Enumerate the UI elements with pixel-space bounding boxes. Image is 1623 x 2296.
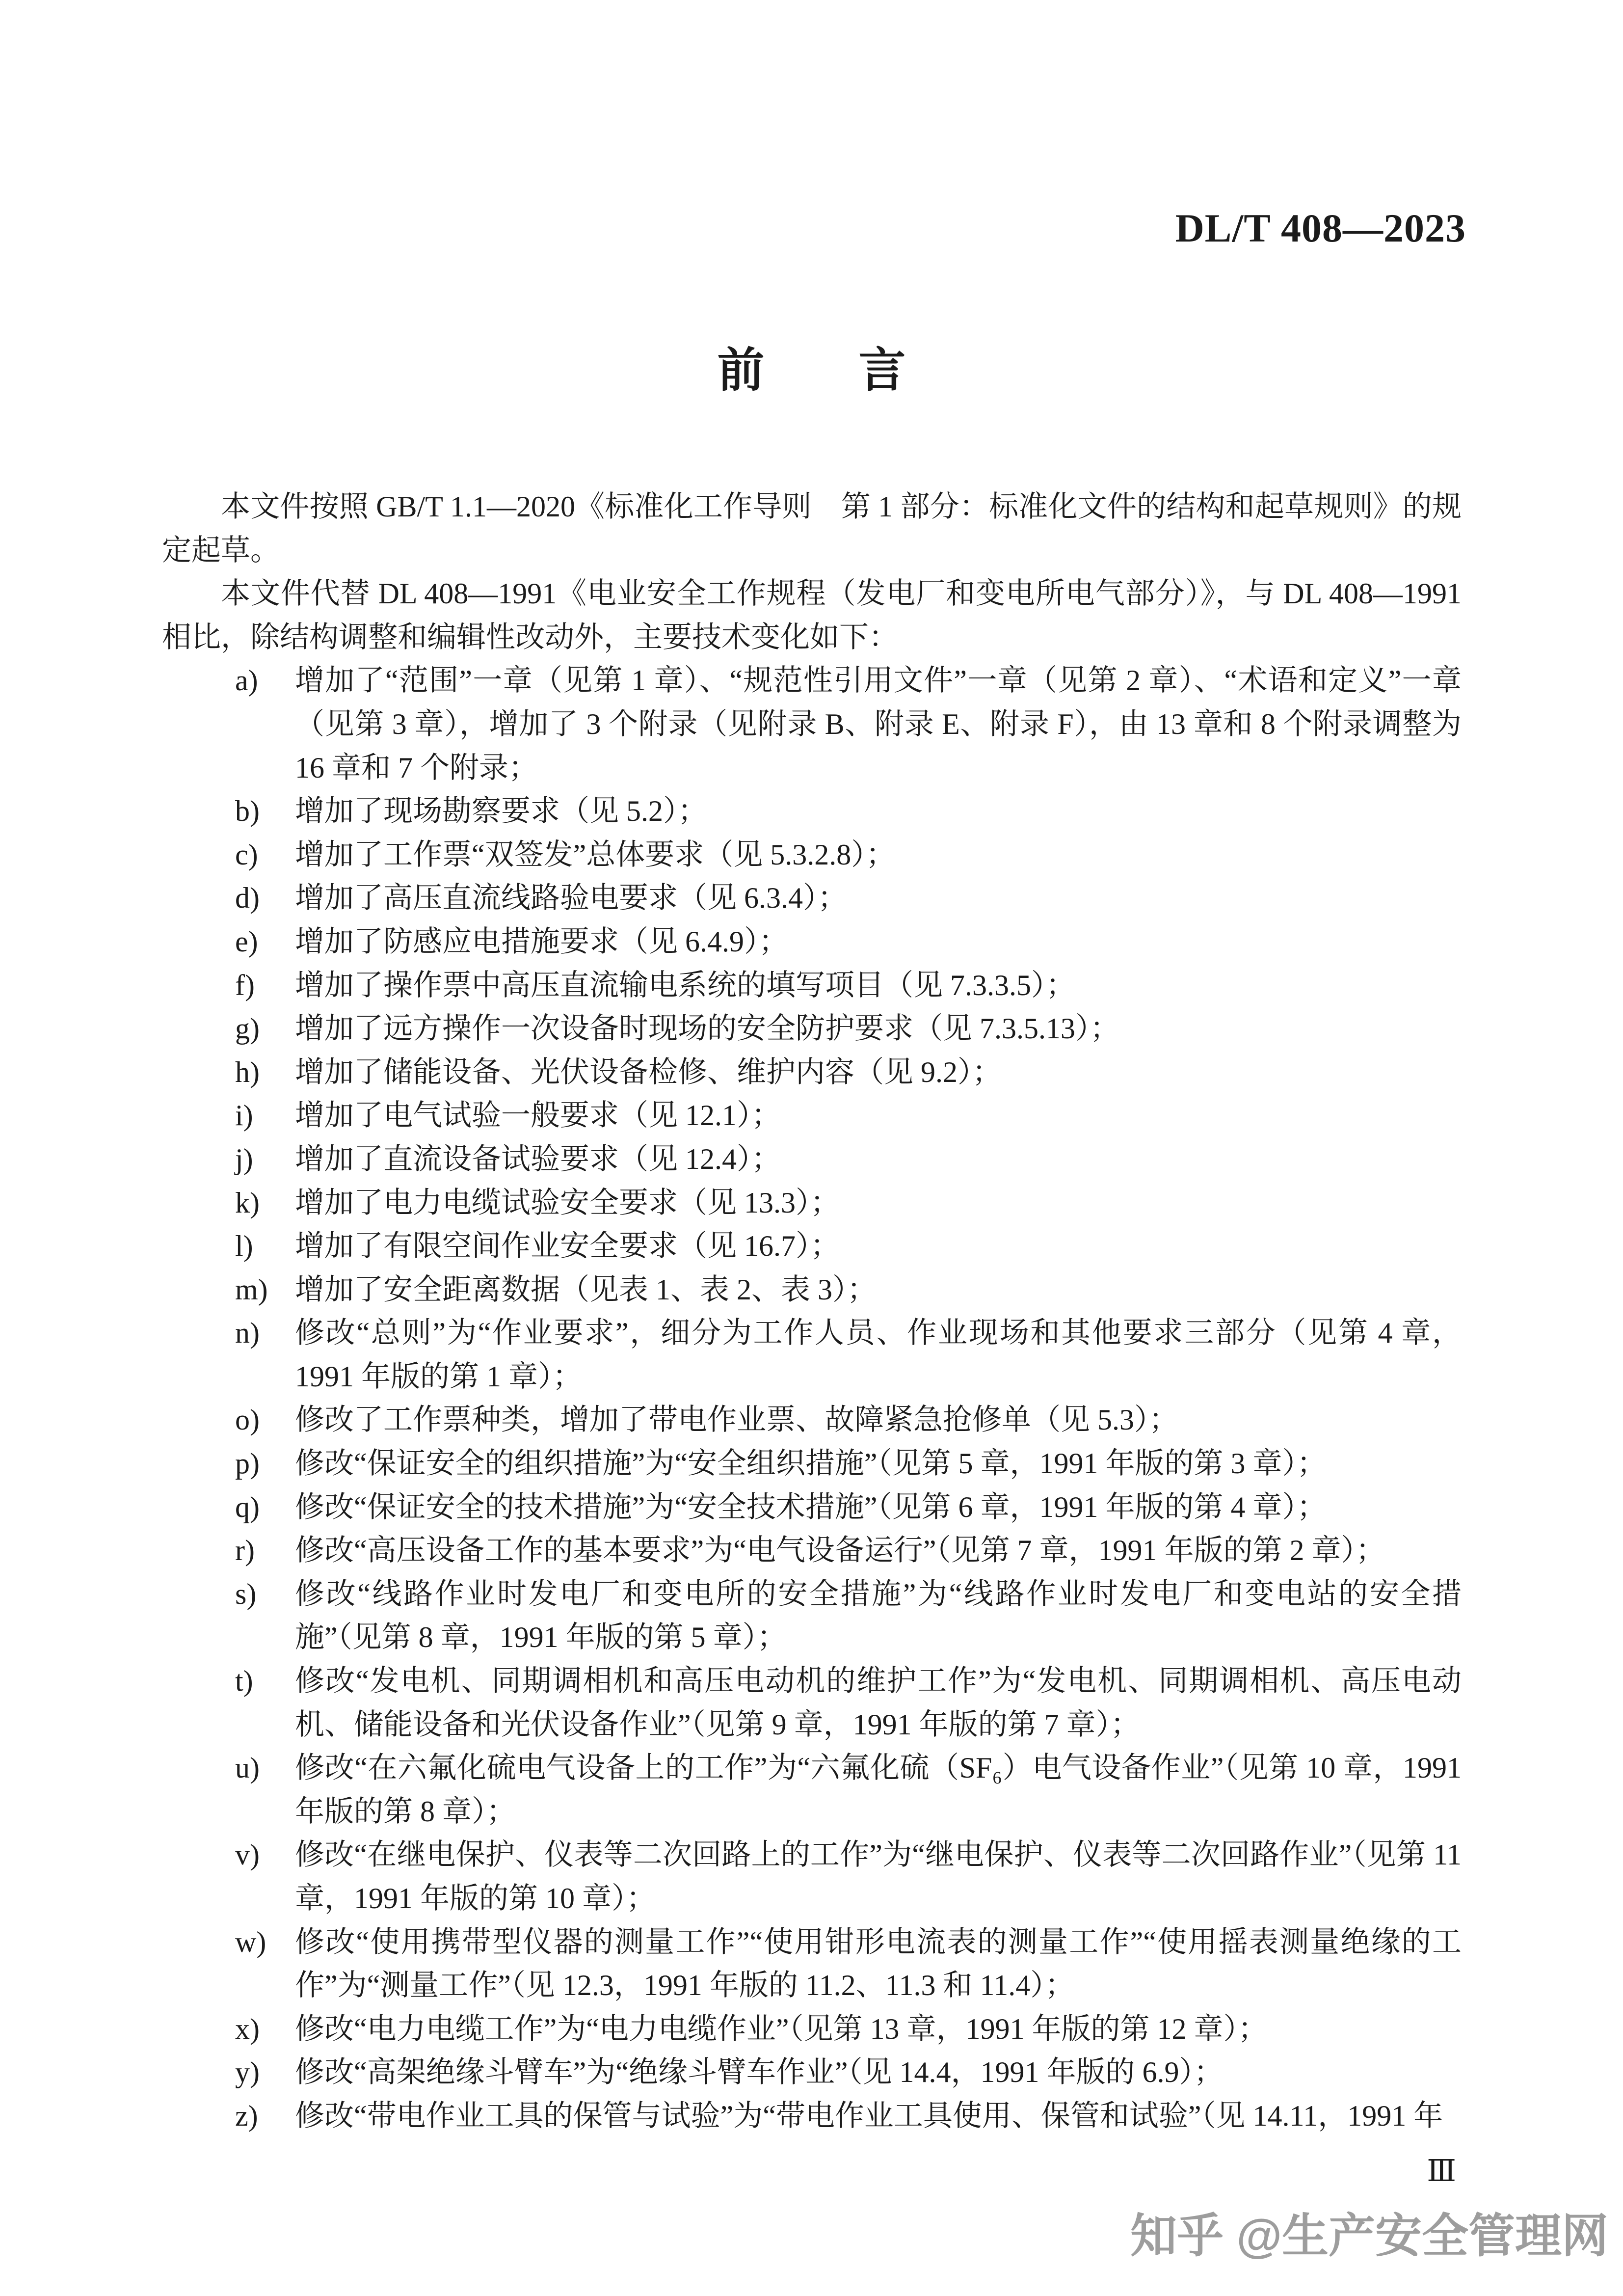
item-label: d): [235, 882, 260, 915]
page-number: Ⅲ: [1427, 2155, 1456, 2188]
item-text: 修改“保证安全的技术措施”为“安全技术措施”（见第 6 章，1991 年版的第 4 章）；: [295, 1490, 1327, 1523]
change-item-j: [162, 1137, 1462, 1181]
item-label: j): [235, 1142, 253, 1175]
change-item-b: [162, 789, 1462, 833]
item-text: 增加了电力电缆试验安全要求（见 13.3）；: [295, 1186, 840, 1219]
page-title: 前 言: [717, 344, 906, 397]
item-text: 增加了安全距离数据（见表 1、表 2、表 3）；: [295, 1273, 877, 1306]
item-text: 修改“带电作业工具的保管与试验”为“带电作业工具使用、保管和试验”（见 14.11，1991 年: [295, 2099, 1443, 2132]
item-label: a): [235, 664, 258, 697]
item-text: 修改“电力电缆工作”为“电力电缆作业”（见第 13 章，1991 年版的第 12 章）；: [295, 2012, 1268, 2045]
watermark: 知乎 @生产安全管理网: [1130, 2210, 1608, 2262]
item-label: m): [235, 1273, 268, 1306]
item-text: 增加了防感应电措施要求（见 6.4.9）；: [295, 925, 788, 958]
item-label: z): [235, 2099, 258, 2132]
item-text: 修改“高压设备工作的基本要求”为“电气设备运行”（见第 7 章，1991 年版的第 2 章）；: [295, 1534, 1385, 1567]
item-text: 修改“在继电保护、仪表等二次回路上的工作”为“继电保护、仪表等二次回路作业”（见第 11 章，1991 年版的第 10 章）；: [295, 1838, 1462, 1915]
item-label: i): [235, 1099, 253, 1132]
change-item-u: [162, 1746, 1462, 1833]
item-label: f): [235, 969, 255, 1001]
item-text: 修改“在六氟化硫电气设备上的工作”为“六氟化硫（SF₆）电气设备作业”（见第 10 章，1991 年版的第 8 章）；: [295, 1752, 1462, 1828]
intro-paragraph-1: 本文件按照 GB/T 1.1—2020《标准化工作导则 第 1 部分：标准化文件的结构和起草规则》的规定起草。: [162, 490, 1462, 567]
change-item-z: [162, 2094, 1462, 2138]
change-item-c: [162, 833, 1462, 877]
item-text: 修改“使用携带型仪器的测量工作”“使用钳形电流表的测量工作”“使用摇表测量绝缘的工作”为“测量工作”（见 12.3，1991 年版的 11.2、11.3 和 11.4）；: [295, 1925, 1462, 2002]
item-text: 增加了工作票“双签发”总体要求（见 5.3.2.8）；: [295, 838, 896, 871]
change-item-i: [162, 1094, 1462, 1137]
item-label: y): [235, 2056, 260, 2089]
change-item-m: [162, 1268, 1462, 1312]
item-text: 修改“高架绝缘斗臂车”为“绝缘斗臂车作业”（见 14.4，1991 年版的 6.9）；: [295, 2056, 1224, 2089]
item-label: w): [235, 1925, 266, 1958]
item-label: n): [235, 1317, 260, 1350]
change-item-p: [162, 1442, 1462, 1486]
item-text: 增加了高压直流线路验电要求（见 6.3.4）；: [295, 882, 847, 915]
change-item-x: [162, 2007, 1462, 2051]
change-item-w: [162, 1920, 1462, 2007]
item-label: o): [235, 1404, 260, 1436]
item-text: 修改“保证安全的组织措施”为“安全组织措施”（见第 5 章，1991 年版的第 3 章）；: [295, 1447, 1327, 1480]
change-item-r: [162, 1529, 1462, 1572]
item-label: h): [235, 1055, 260, 1088]
item-text: 增加了远方操作一次设备时现场的安全防护要求（见 7.3.5.13）；: [295, 1012, 1119, 1045]
change-item-y: [162, 2051, 1462, 2094]
item-text: 增加了有限空间作业安全要求（见 16.7）；: [295, 1230, 840, 1263]
item-text: 增加了现场勘察要求（见 5.2）；: [295, 795, 707, 828]
change-item-l: [162, 1224, 1462, 1268]
item-label: b): [235, 795, 260, 828]
item-label: v): [235, 1838, 260, 1871]
item-text: 增加了直流设备试验要求（见 12.4）；: [295, 1142, 781, 1175]
item-label: e): [235, 925, 258, 958]
item-text: 增加了电气试验一般要求（见 12.1）；: [295, 1099, 781, 1132]
item-label: s): [235, 1577, 257, 1610]
item-label: t): [235, 1665, 253, 1698]
item-label: l): [235, 1230, 253, 1263]
change-item-g: [162, 1007, 1462, 1051]
change-item-n: [162, 1311, 1462, 1398]
foreword-content: [162, 485, 1462, 2138]
item-label: x): [235, 2012, 260, 2045]
item-text: 增加了储能设备、光伏设备检修、维护内容（见 9.2）；: [295, 1055, 1002, 1088]
change-item-e: [162, 920, 1462, 964]
change-item-s: [162, 1572, 1462, 1659]
intro-paragraph-2: 本文件代替 DL 408—1991《电业安全工作规程（发电厂和变电所电气部分）》，与 DL 408—1991 相比，除结构调整和编辑性改动外，主要技术变化如下：: [162, 577, 1462, 653]
item-label: u): [235, 1752, 260, 1784]
change-item-k: [162, 1181, 1462, 1225]
item-label: k): [235, 1186, 260, 1219]
change-item-o: [162, 1398, 1462, 1442]
change-item-v: [162, 1833, 1462, 1920]
item-label: q): [235, 1490, 260, 1523]
change-item-h: [162, 1051, 1462, 1094]
change-item-t: [162, 1659, 1462, 1746]
change-item-q: [162, 1486, 1462, 1529]
item-label: p): [235, 1447, 260, 1480]
item-text: 修改“总则”为“作业要求”，细分为工作人员、作业现场和其他要求三部分（见第 4 章，1991 年版的第 1 章）；: [295, 1317, 1462, 1393]
change-item-a: [162, 659, 1462, 789]
item-label: g): [235, 1012, 260, 1045]
item-text: 修改“发电机、同期调相机和高压电动机的维护工作”为“发电机、同期调相机、高压电动机、储能设备和光伏设备作业”（见第 9 章，1991 年版的第 7 章）；: [295, 1665, 1462, 1741]
standard-code: DL/T 408—2023: [1175, 206, 1466, 250]
item-label: c): [235, 838, 258, 871]
item-text: 增加了“范围”一章（见第 1 章）、“规范性引用文件”一章（见第 2 章）、“术语和定义”一章（见第 3 章），增加了 3 个附录（见附录 B、附录 E、附录 F），由 13 章和 8 个附录调整为 16 章和 7 个附录；: [295, 664, 1462, 784]
item-text: 修改“线路作业时发电厂和变电所的安全措施”为“线路作业时发电厂和变电站的安全措施”（见第 8 章，1991 年版的第 5 章）；: [295, 1577, 1462, 1654]
change-item-f: [162, 964, 1462, 1007]
change-item-d: [162, 876, 1462, 920]
item-text: 增加了操作票中高压直流输电系统的填写项目（见 7.3.3.5）；: [295, 969, 1075, 1001]
item-text: 修改了工作票种类，增加了带电作业票、故障紧急抢修单（见 5.3）；: [295, 1404, 1178, 1436]
item-label: r): [235, 1534, 255, 1567]
